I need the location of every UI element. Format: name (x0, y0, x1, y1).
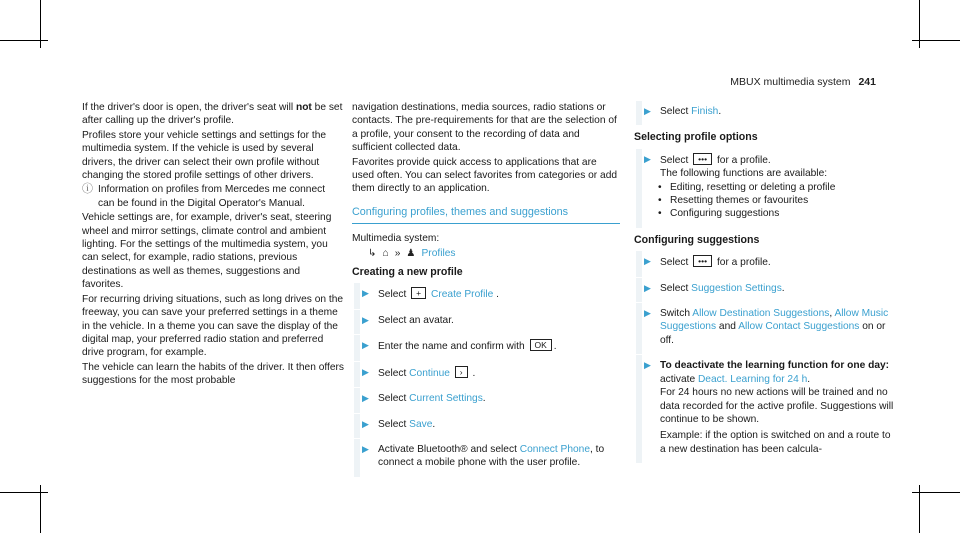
text: . (432, 418, 436, 430)
paragraph: Favorites provide quick access to applications that are used often. You can select favorites from categories or add them directly to an application. (352, 156, 618, 195)
text: Select (378, 289, 407, 301)
text: , to connect a mobile phone with the user profile. (378, 443, 605, 469)
step (634, 251, 896, 276)
text: . (496, 289, 499, 301)
page-header (730, 76, 876, 88)
path-link: Profiles (421, 247, 456, 259)
step-arrow-icon: ▶ (644, 308, 651, 319)
info-note (82, 183, 344, 210)
step-arrow-icon: ▶ (362, 288, 369, 299)
header-title: MBUX multimedia system (730, 76, 851, 88)
crop-mark (912, 40, 960, 41)
column-1 (82, 101, 344, 389)
forward-icon: » (394, 247, 401, 259)
step (634, 149, 896, 228)
text: Enter the name and confirm with (378, 341, 525, 353)
column-3 (634, 101, 896, 463)
text: Select (660, 106, 689, 117)
text: Switch (660, 308, 691, 320)
text: , (829, 308, 833, 320)
text: For 24 hours no new actions will be trained and no data recorded for the active profile. Suggestions will continue to be shown. (660, 387, 894, 425)
ui-term: Continue (409, 367, 450, 379)
text: Select (378, 393, 407, 405)
subheading: Configuring suggestions (634, 233, 760, 246)
chevron-right-icon: › (455, 366, 468, 378)
paragraph: For recurring driving situations, such as long drives on the freeway, you can save your preferred settings in a theme in the vehicle. In a theme you can save the display of the digital map, your preferred radio station and preferred drive program, for example. (82, 293, 344, 359)
ui-term: Allow Music Suggestions (660, 308, 889, 333)
ui-term: Connect Phone (519, 443, 590, 455)
text: Select (378, 367, 407, 379)
text: If the driver's door is open, the driver's seat will (82, 102, 294, 113)
text: . (807, 373, 811, 385)
ui-term: Allow Contact Suggestions (738, 321, 860, 333)
ui-term: Current Settings (409, 393, 483, 405)
text: . (553, 341, 557, 353)
text: . (482, 393, 486, 405)
text: . (472, 367, 476, 379)
paragraph: Multimedia system: (352, 233, 440, 245)
plus-icon: + (411, 287, 426, 299)
step-arrow-icon: ▶ (362, 393, 369, 404)
text: Select (660, 154, 689, 166)
page-number: 241 (858, 76, 876, 88)
step (352, 414, 620, 438)
step-arrow-icon: ▶ (362, 340, 369, 351)
text: Example: if the option is switched on and a route to a new destination has been calcula- (660, 430, 891, 455)
ui-term: Deact. Learning for 24 h (697, 373, 808, 385)
text: activate (660, 373, 696, 385)
paragraph (82, 101, 344, 128)
text: Select (378, 418, 407, 430)
text: for a profile. (716, 154, 771, 166)
list-item: • Resetting themes or favourites (634, 194, 896, 207)
text: Select (660, 282, 689, 294)
info-icon: ⓘ (82, 183, 93, 196)
text: . (781, 282, 785, 294)
step (352, 439, 620, 477)
step (634, 278, 896, 302)
home-icon: ⌂ (382, 247, 389, 259)
step-arrow-icon: ▶ (644, 153, 651, 164)
step-arrow-icon: ▶ (362, 418, 369, 429)
text: be set after calling up the driver's profile. (82, 102, 343, 127)
ui-term: Suggestion Settings (691, 282, 782, 294)
text: on or off. (660, 321, 886, 346)
text: The following functions are available: (660, 168, 828, 180)
text: . (718, 106, 722, 117)
ui-term: Finish (691, 106, 719, 117)
step (352, 310, 620, 334)
list-item: • Editing, resetting or deleting a profile (634, 181, 896, 194)
ui-term: Allow Destination Suggestions (692, 308, 830, 320)
step-arrow-icon: ▶ (362, 314, 369, 325)
person-icon: ♟ (406, 247, 416, 259)
arrow-icon: ↳ (368, 247, 377, 259)
text: Select an avatar. (378, 314, 454, 326)
step (352, 335, 620, 360)
ui-term: Create Profile (430, 289, 494, 301)
paragraph: Vehicle settings are, for example, driver's seat, steering wheel and mirror settings, climate control and ambient lighting. For the settings of the multimedia system, you can select, for example, radio stations, previous destinations as well as themes, suggestions and favorites. (82, 212, 332, 291)
text: Activate Bluetooth® and select (378, 443, 517, 455)
crop-mark (0, 40, 48, 41)
note-text: Information on profiles from Mercedes me connect can be found in the Digital Operator's Manual. (98, 184, 326, 209)
text-bold: To deactivate the learning function for one day: (660, 360, 890, 372)
step (352, 362, 620, 387)
step (634, 303, 896, 354)
text: for a profile. (716, 257, 771, 269)
step-arrow-icon: ▶ (362, 366, 369, 377)
crop-mark (0, 492, 48, 493)
step (352, 283, 620, 308)
step-arrow-icon: ▶ (644, 256, 651, 267)
step (352, 388, 620, 412)
subheading: Selecting profile options (634, 131, 758, 144)
subheading: Creating a new profile (352, 266, 463, 279)
ok-key: OK (530, 339, 552, 351)
step-arrow-icon: ▶ (644, 106, 651, 116)
menu-path (352, 247, 620, 260)
paragraph: The vehicle can learn the habits of the driver. It then offers suggestions for the most probable (82, 361, 345, 387)
column-2 (352, 101, 620, 478)
paragraph: navigation destinations, media sources, radio stations or contacts. The pre-requirements for that are the selection of a profile, your consent to the recording of data and sufficient collected data. (352, 102, 617, 154)
more-icon: ••• (693, 255, 712, 267)
more-icon: ••• (693, 153, 712, 165)
paragraph: Profiles store your vehicle settings and settings for the multimedia system. If the vehicle is used by several drivers, the driver can select their own profile without changing the stored profile settings of other drivers. (82, 129, 327, 182)
list-item: • Configuring suggestions (634, 207, 896, 220)
ui-term: Save (409, 418, 433, 430)
step-arrow-icon: ▶ (644, 360, 651, 371)
step (634, 101, 896, 125)
step-arrow-icon: ▶ (644, 282, 651, 293)
step-arrow-icon: ▶ (362, 443, 369, 454)
text-bold: not (295, 102, 312, 113)
step (634, 355, 896, 463)
text: and (718, 321, 736, 333)
section-heading: Configuring profiles, themes and suggestions (352, 206, 620, 224)
text: Select (660, 257, 689, 269)
crop-mark (912, 492, 960, 493)
